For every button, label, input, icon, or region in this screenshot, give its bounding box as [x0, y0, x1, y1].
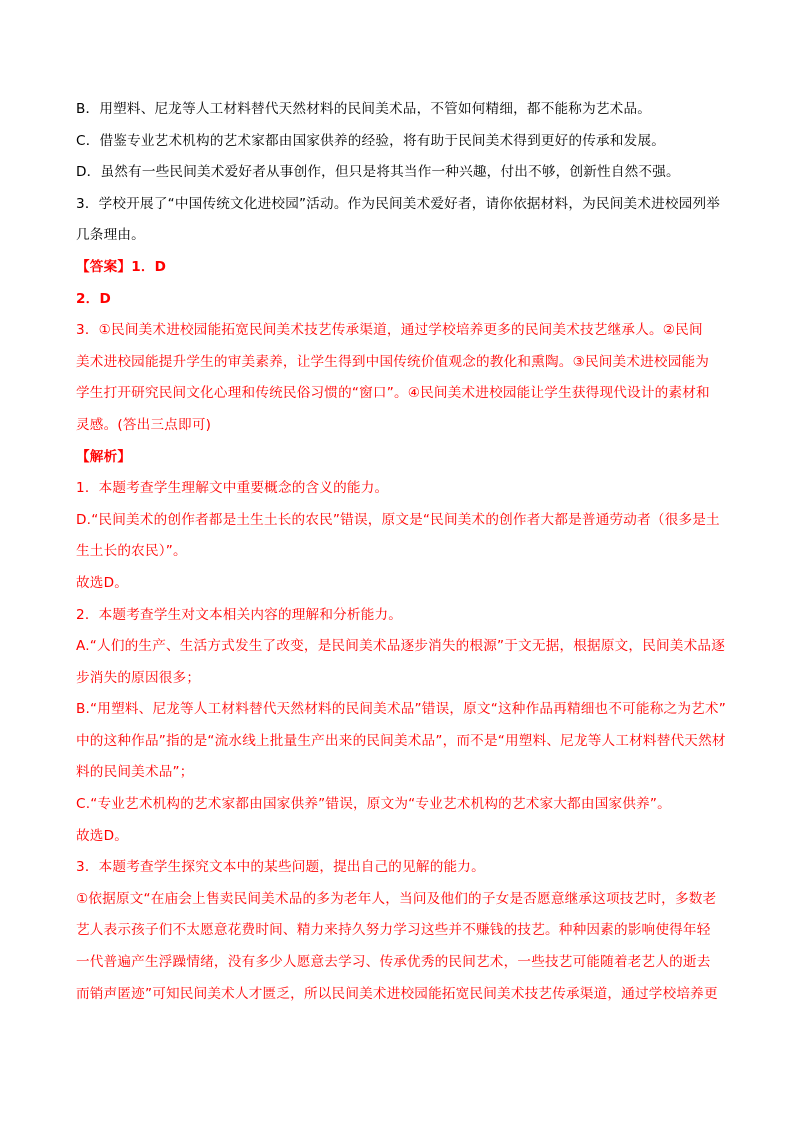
option-c: C．借鉴专业艺术机构的艺术家都由国家供养的经验，将有助于民间美术得到更好的传承和发展。: [76, 132, 666, 149]
analysis-label: 【解析】: [76, 448, 132, 465]
answer-label: 【答案】: [76, 258, 132, 275]
answer-3-line-1: 3．①民间美术进校园能拓宽民间美术技艺传承渠道，通过学校培养更多的民间美术技艺继承人。②民间: [76, 322, 703, 339]
question-3-cont: 几条理由。: [76, 227, 145, 244]
analysis-2-a-line-1: A.“人们的生产、生活方式发生了改变，是民间美术品逐步消失的根源”于文无据，根据原文，民间美术品逐: [76, 638, 725, 655]
analysis-3-line-2: 艺人表示孩子们不太愿意花费时间、精力来持久努力学习这些并不赚钱的技艺。种种因素的影响使得年轻: [76, 922, 711, 939]
analysis-2-b-line-2: 中的这种作品”指的是“流水线上批量生产出来的民间美术品”，而不是“用塑料、尼龙等人工材料替代天然材: [76, 732, 726, 749]
analysis-1-conclusion: 故选D。: [76, 574, 129, 591]
option-d: D．虽然有一些民间美术爱好者从事创作，但只是将其当作一种兴趣，付出不够，创新性自然不强。: [76, 164, 680, 181]
answer-1: 1．D: [131, 258, 167, 275]
question-3: 3．学校开展了“中国传统文化进校园”活动。作为民间美术爱好者，请你依据材料，为民间美术进校园列举: [76, 195, 721, 212]
analysis-3-line-1: ①依据原文“在庙会上售卖民间美术品的多为老年人，当问及他们的子女是否愿意继承这项技艺时，多数老: [76, 890, 717, 907]
answer-3-line-4: 灵感。(答出三点即可): [76, 416, 212, 433]
analysis-2-title: 2．本题考查学生对文本相关内容的理解和分析能力。: [76, 606, 403, 623]
answer-3-line-2: 美术进校园能提升学生的审美素养，让学生得到中国传统价值观念的教化和熏陶。③民间美术进校园能为: [76, 353, 710, 370]
analysis-2-a-line-2: 步消失的原因很多；: [76, 669, 201, 686]
analysis-1-line-2: 生土长的农民）”。: [76, 543, 187, 560]
document-body: [76, 94, 728, 1010]
analysis-1-title: 1．本题考查学生理解文中重要概念的含义的能力。: [76, 480, 389, 497]
answer-2: 2．D: [76, 290, 111, 307]
analysis-2-b-line-1: B.“用塑料、尼龙等人工材料替代天然材料的民间美术品”错误，原文“这种作品再精细也不可能称之为艺术”: [76, 701, 726, 718]
analysis-1-line-1: D.“民间美术的创作者都是土生土长的农民”错误，原文是“民间美术的创作者大都是普通劳动者（很多是土: [76, 511, 720, 528]
analysis-3-line-3: 一代普遍产生浮躁情绪，没有多少人愿意去学习、传承优秀的民间艺术，一些技艺可能随着老艺人的逝去: [76, 954, 711, 971]
analysis-3-line-4: 而销声匿迹”可知民间美术人才匮乏，所以民间美术进校园能拓宽民间美术技艺传承渠道，通过学校培养更: [76, 985, 718, 1002]
option-b: B．用塑料、尼龙等人工材料替代天然材料的民间美术品，不管如何精细，都不能称为艺术品。: [76, 101, 652, 117]
analysis-2-conclusion: 故选D。: [76, 827, 129, 844]
analysis-2-b-line-3: 料的民间美术品”；: [76, 764, 194, 781]
analysis-3-title: 3．本题考查学生探究文本中的某些问题，提出自己的见解的能力。: [76, 859, 485, 876]
answer-3-line-3: 学生打开研究民间文化心理和传统民俗习惯的“窗口”。④民间美术进校园能让学生获得现代设计的素材和: [76, 385, 710, 402]
analysis-2-c-line-1: C.“专业艺术机构的艺术家都由国家供养”错误，原文为“专业艺术机构的艺术家大都由国家供养”。: [76, 796, 671, 813]
answer-header: [76, 252, 728, 284]
